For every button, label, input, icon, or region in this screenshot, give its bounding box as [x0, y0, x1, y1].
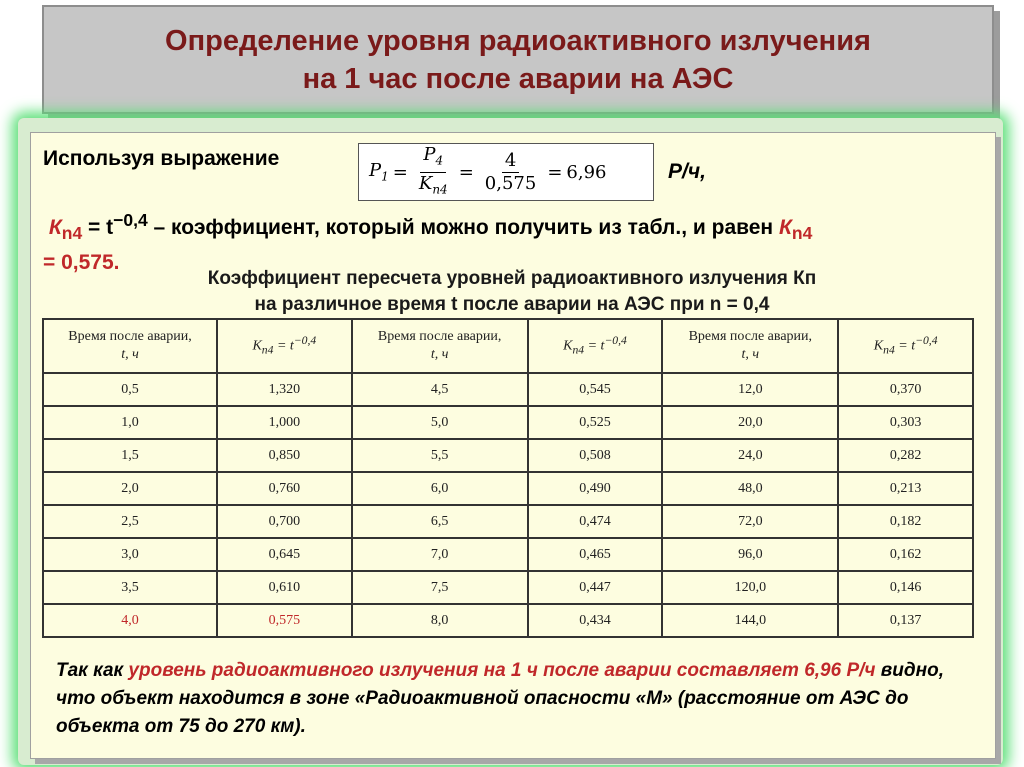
conclusion-text — [56, 657, 976, 741]
table-cell: 72,0 — [662, 505, 838, 538]
coefficient-description: – коэффициент, который можно получить из табл., и равен — [147, 216, 779, 239]
table-header-row — [43, 319, 973, 373]
table-cell: 2,5 — [43, 505, 217, 538]
coefficient-value: = 0,575. — [43, 251, 120, 275]
header-time-2: Время после аварии, t, ч — [352, 319, 528, 373]
table-cell: 0,525 — [528, 406, 663, 439]
table-row — [43, 373, 973, 406]
table-row — [43, 472, 973, 505]
table-cell: 0,303 — [838, 406, 973, 439]
table-cell: 1,0 — [43, 406, 217, 439]
header-coefficient-1: $K_{n4} = t^{-0,4}$ — [217, 319, 352, 373]
table-cell: 6,0 — [352, 472, 528, 505]
table-cell: 96,0 — [662, 538, 838, 571]
table-cell: 0,447 — [528, 571, 663, 604]
table-body — [43, 373, 973, 637]
formula-eq2: = — [458, 161, 474, 183]
table-cell: 0,370 — [838, 373, 973, 406]
slide-title-line-2: на 1 час после аварии на АЭС — [302, 62, 734, 95]
formula-fraction-2: $\frac{4}{0,575}$ — [484, 149, 537, 194]
table-cell: 6,5 — [352, 505, 528, 538]
coefficient-eq: = t — [82, 216, 114, 239]
table-cell: 1,320 — [217, 373, 352, 406]
table-row — [43, 505, 973, 538]
formula-eq3: = — [547, 161, 563, 183]
conclusion-part-2: уровень радиоактивного излучения на 1 ч после аварии составляет 6,96 Р/ч — [128, 660, 876, 681]
slide-title-line-1: Определение уровня радиоактивного излучения — [165, 24, 871, 57]
table-cell: 7,0 — [352, 538, 528, 571]
table-cell: 0,213 — [838, 472, 973, 505]
table-cell: 4,5 — [352, 373, 528, 406]
table-cell: 0,5 — [43, 373, 217, 406]
conclusion-part-1: Так как — [56, 660, 129, 681]
table-cell: 5,5 — [352, 439, 528, 472]
table-cell: 2,0 — [43, 472, 217, 505]
table-cell: 0,137 — [838, 604, 973, 637]
header-coefficient-2: $K_{n4} = t^{-0,4}$ — [528, 319, 663, 373]
table-cell: 0,700 — [217, 505, 352, 538]
table-cell: 120,0 — [662, 571, 838, 604]
table-cell: 0,850 — [217, 439, 352, 472]
table-cell: 0,760 — [217, 472, 352, 505]
table-cell: 5,0 — [352, 406, 528, 439]
table-cell: 0,282 — [838, 439, 973, 472]
formula-p1: $P_1$ — [369, 160, 389, 184]
header-coefficient-3: $K_{n4} = t^{-0,4}$ — [838, 319, 973, 373]
table-cell: 48,0 — [662, 472, 838, 505]
table-title-line-1: Коэффициент пересчета уровней радиоактивного излучения Кп — [207, 268, 817, 289]
table-cell: 0,465 — [528, 538, 663, 571]
table-cell: 1,000 — [217, 406, 352, 439]
table-row — [43, 538, 973, 571]
table-cell: 20,0 — [662, 406, 838, 439]
table-cell: 144,0 — [662, 604, 838, 637]
table-cell: 3,5 — [43, 571, 217, 604]
table-cell: 0,645 — [217, 538, 352, 571]
table-row — [43, 571, 973, 604]
conclusion-part-3: видно, что объект находится в зоне «Радиоактивной опасности «М» (расстояние от АЭС до объекта от 75 до 270 км). — [56, 660, 944, 737]
table-title-line-2: на различное время t после аварии на АЭС при n = 0,4 — [254, 294, 770, 315]
table-cell: 8,0 — [352, 604, 528, 637]
coefficient-symbol: $К_{n4}$ — [48, 216, 83, 244]
slide-title-box — [42, 5, 994, 114]
intro-text: Используя выражение — [43, 147, 280, 170]
header-time-1: Время после аварии, t, ч — [43, 319, 217, 373]
table-cell: 24,0 — [662, 439, 838, 472]
table-row — [43, 604, 973, 637]
formula-eq1: = — [392, 161, 408, 183]
table-cell: 7,5 — [352, 571, 528, 604]
table-cell: 1,5 — [43, 439, 217, 472]
table-cell: 0,434 — [528, 604, 663, 637]
coefficient-exp: −0,4 — [113, 210, 148, 230]
coefficient-table — [42, 318, 974, 638]
formula-box — [358, 143, 654, 201]
formula-result: 6,96 — [566, 161, 607, 183]
table-cell: 0,182 — [838, 505, 973, 538]
table-cell: 0,610 — [217, 571, 352, 604]
table-cell: 0,146 — [838, 571, 973, 604]
table-cell: 0,162 — [838, 538, 973, 571]
table-cell: 3,0 — [43, 538, 217, 571]
table-cell: 4,0 — [43, 604, 217, 637]
table-cell: 0,545 — [528, 373, 663, 406]
table-cell: 12,0 — [662, 373, 838, 406]
coefficient-value-symbol: $К_{n4}$ — [778, 216, 813, 244]
header-time-3: Время после аварии, t, ч — [662, 319, 838, 373]
table-cell: 0,508 — [528, 439, 663, 472]
table-row — [43, 439, 973, 472]
table-cell: 0,474 — [528, 505, 663, 538]
table-title — [42, 266, 982, 318]
table-cell: 0,490 — [528, 472, 663, 505]
table-row — [43, 406, 973, 439]
formula-fraction-1: $\frac{P_4}{K_{n4}}$ — [418, 143, 448, 197]
formula-unit: Р/ч, — [668, 160, 706, 183]
table-cell: 0,575 — [217, 604, 352, 637]
